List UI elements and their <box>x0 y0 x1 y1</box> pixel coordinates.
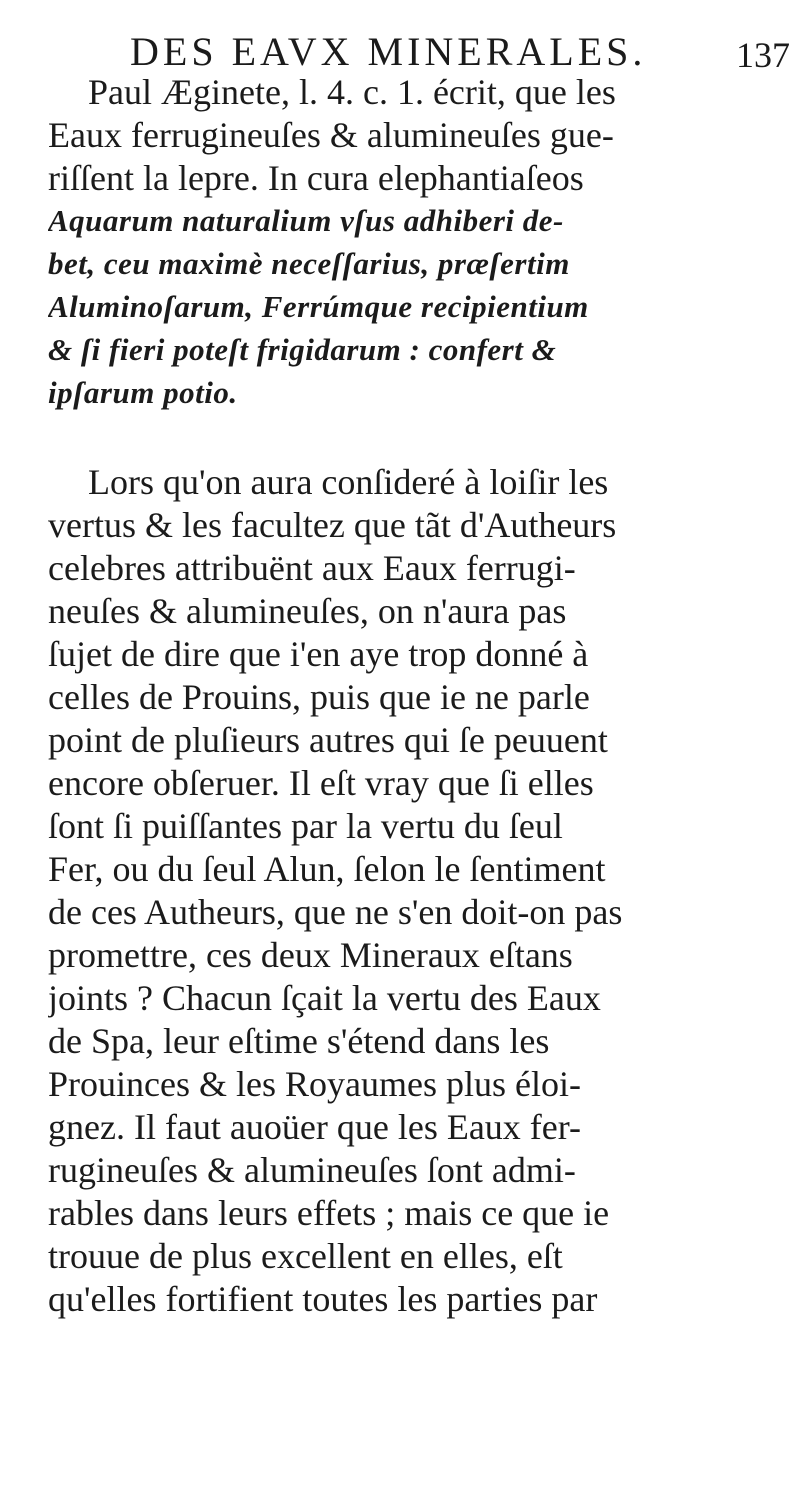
latin-quote-line: Aluminoſarum, Ferrúmque recipientium <box>48 289 589 324</box>
latin-quote-line: bet, ceu maximè neceſſarius, præſertim <box>48 246 570 281</box>
text-line: Eaux ferrugineuſes & alumineuſes gue- <box>48 115 614 155</box>
text-line: gnez. Il faut auoüer que les Eaux fer- <box>48 1107 582 1147</box>
text-line: Paul Æginete, l. 4. c. 1. écrit, que les <box>88 72 616 112</box>
text-line: Fer, ou du ſeul Alun, ſelon le ſentiment <box>48 849 606 889</box>
text-line: de ces Autheurs, que ne s'en doit-on pas <box>48 892 623 932</box>
text-line: celles de Prouins, puis que ie ne parle <box>48 677 590 717</box>
text-line: ſont ſi puiſſantes par la vertu du ſeul <box>48 806 563 846</box>
text-line: de Spa, leur eſtime s'étend dans les <box>48 1021 550 1061</box>
text-line: encore obſeruer. Il eſt vray que ſi elles <box>48 763 594 803</box>
text-line: neuſes & alumineuſes, on n'aura pas <box>48 591 567 631</box>
running-head <box>130 28 790 76</box>
text-line: riſſent la lepre. In cura elephantiaſeos <box>48 158 584 198</box>
text-line: joints ? Chacun ſçait la vertu des Eaux <box>48 978 601 1018</box>
latin-quote-line: ipſarum potio. <box>48 375 238 410</box>
page-number: 137 <box>736 35 790 75</box>
text-line: point de pluſieurs autres qui ſe peuuent <box>48 720 608 760</box>
latin-quote-line: & ſi fieri poteſt frigidarum : confert & <box>48 332 557 367</box>
text-line: qu'elles fortifient toutes les parties par <box>48 1279 598 1319</box>
text-line: Prouinces & les Royaumes plus éloi- <box>48 1064 581 1104</box>
text-line: rables dans leurs effets ; mais ce que ie <box>48 1193 610 1233</box>
text-line: rugineuſes & alumineuſes ſont admi- <box>48 1150 576 1190</box>
running-title: DES EAVX MINERALES. <box>130 29 647 74</box>
paragraph-start-line: Lors qu'on aura conſideré à loiſir les <box>88 462 609 502</box>
text-line: promettre, ces deux Mineraux eſtans <box>48 935 573 975</box>
text-line: vertus & les facultez que tãt d'Autheurs <box>48 505 617 545</box>
text-line: celebres attribuënt aux Eaux ferrugi- <box>48 548 576 588</box>
text-line: trouue de plus excellent en elles, eſt <box>48 1236 563 1276</box>
latin-quote-line: Aquarum naturalium vſus adhiberi de- <box>48 203 564 238</box>
text-line: ſujet de dire que i'en aye trop donné à <box>48 634 589 674</box>
